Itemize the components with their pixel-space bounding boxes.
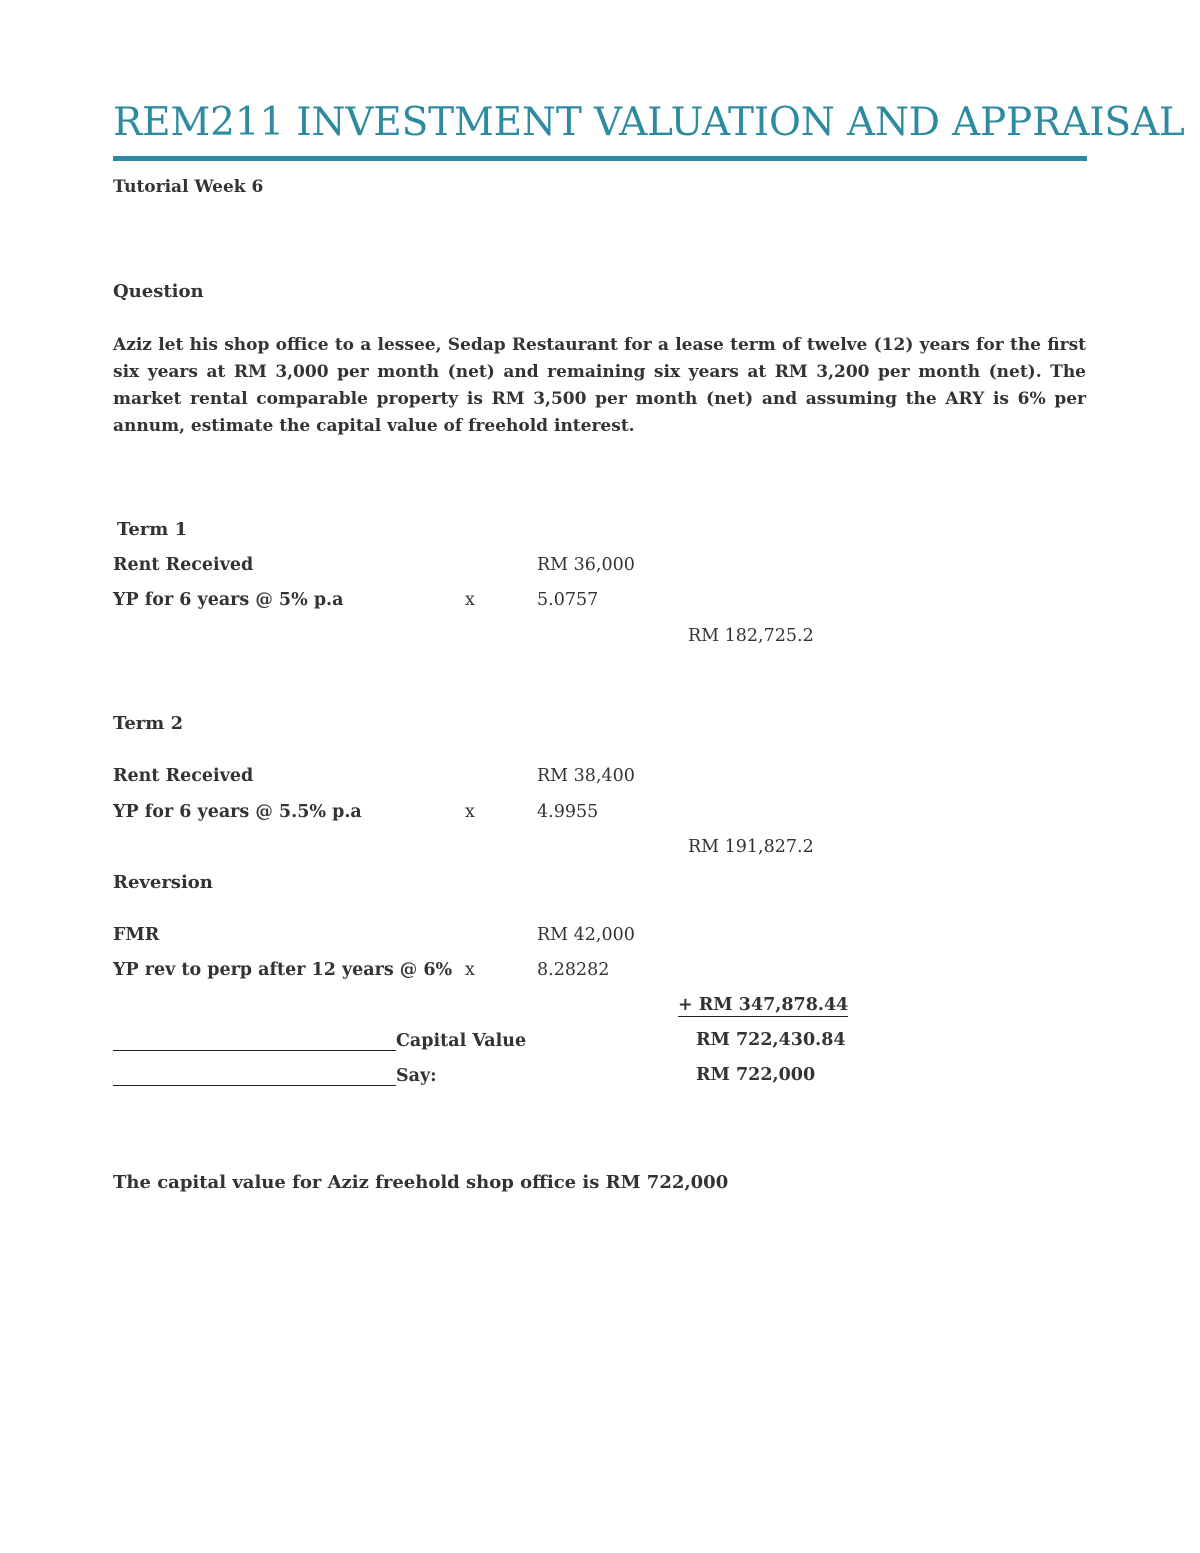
term1-heading: Term 1 bbox=[117, 519, 188, 540]
term2-rent-label: Rent Received bbox=[113, 766, 254, 786]
reversion-fmr-value: RM 42,000 bbox=[537, 925, 635, 945]
reversion-yp-label: YP rev to perp after 12 years @ 6% bbox=[113, 960, 453, 980]
term1-multiply-sign: x bbox=[465, 590, 475, 610]
question-text: Aziz let his shop office to a lessee, Sedap Restaurant for a lease term of twelve (12) years for the first six years at RM 3,000 per month (net) and remaining six years at RM 3,200 per month (net). The market rental comparable property is RM 3,500 per month (net) and assuming the ARY is 6% per annum, estimate the capital value of freehold interest. bbox=[113, 335, 1086, 436]
capital-value-label: Capital Value bbox=[396, 1031, 527, 1051]
term2-heading: Term 2 bbox=[113, 713, 184, 734]
reversion-multiply-sign: x bbox=[465, 960, 475, 980]
signature-line bbox=[113, 1065, 396, 1086]
reversion-heading: Reversion bbox=[113, 872, 213, 893]
title-underline bbox=[113, 156, 1087, 161]
conclusion bbox=[113, 1172, 728, 1193]
term2-yp-value: 4.9955 bbox=[537, 802, 599, 822]
document-subtitle: Tutorial Week 6 bbox=[113, 177, 264, 197]
term1-rent-value: RM 36,000 bbox=[537, 555, 635, 575]
term1-yp-label: YP for 6 years @ 5% p.a bbox=[113, 590, 344, 610]
signature-line bbox=[113, 1030, 396, 1051]
conclusion-value: RM 722,000 bbox=[605, 1172, 729, 1193]
reversion-result-text: + RM 347,878.44 bbox=[678, 995, 849, 1015]
term2-rent-value: RM 38,400 bbox=[537, 766, 635, 786]
question-heading: Question bbox=[113, 281, 204, 302]
term2-result: RM 191,827.2 bbox=[688, 837, 814, 857]
capital-value-row bbox=[113, 1030, 526, 1051]
term2-multiply-sign: x bbox=[465, 802, 475, 822]
capital-value-amount: RM 722,430.84 bbox=[696, 1030, 846, 1050]
term1-rent-label: Rent Received bbox=[113, 555, 254, 575]
say-label: Say: bbox=[396, 1066, 437, 1086]
term1-result: RM 182,725.2 bbox=[688, 626, 814, 646]
say-amount: RM 722,000 bbox=[696, 1065, 816, 1085]
say-row bbox=[113, 1065, 437, 1086]
reversion-yp-value: 8.28282 bbox=[537, 960, 610, 980]
conclusion-text: The capital value for Aziz freehold shop office is bbox=[113, 1172, 600, 1193]
reversion-result bbox=[678, 995, 848, 1015]
term2-yp-label: YP for 6 years @ 5.5% p.a bbox=[113, 802, 362, 822]
document-title: REM211 INVESTMENT VALUATION AND APPRAISAL bbox=[113, 100, 1185, 145]
term1-yp-value: 5.0757 bbox=[537, 590, 599, 610]
reversion-fmr-label: FMR bbox=[113, 925, 160, 945]
